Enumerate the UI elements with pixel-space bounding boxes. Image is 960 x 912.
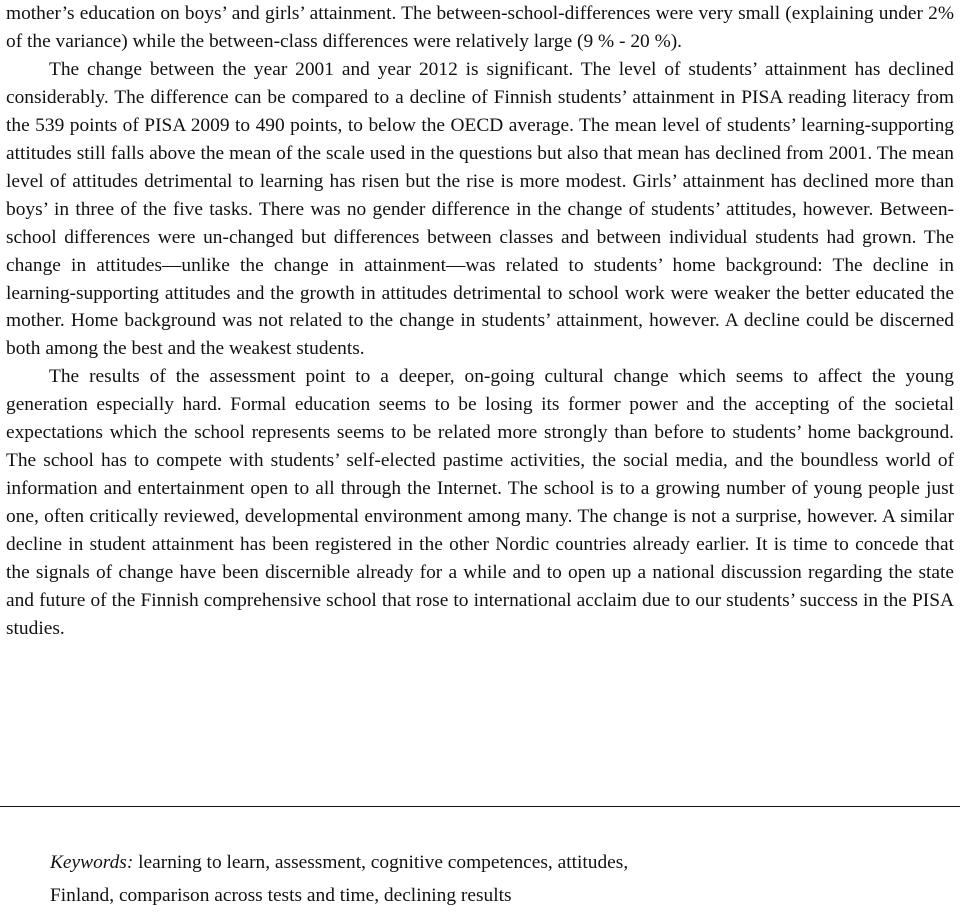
keywords-block [50,846,930,912]
keywords-line-1 [50,846,930,879]
section-divider [0,806,960,807]
paragraph-change-2001-2012: The change between the year 2001 and year 2012 is significant. The level of students’ attainment has declined considerably. The difference can be compared to a decline of Finnish students’ attainment in PISA reading literacy from the 539 points of PISA 2009 to 490 points, to below the OECD average. The mean level of students’ learning-supporting attitudes still falls above the mean of the scale used in the questions but also that mean has declined from 2001. The mean level of attitudes detrimental to learning has risen but the rise is more modest. Girls’ attainment has declined more than boys’ in three of the five tasks. There was no gender difference in the change of students’ attitudes, however. Between-school differences were un-changed but differences between classes and between individual students had grown. The change in attitudes—unlike the change in attainment—was related to students’ home background: The decline in learning-supporting attitudes and the growth in attitudes detrimental to school work were weaker the better educated the mother. Home background was not related to the change in students’ attainment, however. A decline could be discerned both among the best and the weakest students. [6,58,954,360]
keywords-line-2: Finland, comparison across tests and time, declining results [50,885,512,906]
keywords-text-1: learning to learn, assessment, cognitive competences, attitudes, [138,852,629,873]
paragraph-cultural-change: The results of the assessment point to a deeper, on-going cultural change which seems to affect the young generation especially hard. Formal education seems to be losing its former power and the accepting of the societal expectations which the school represents seems to be related more strongly than before to students’ home background. The school has to compete with students’ self-elected pastime activities, the social media, and the boundless world of information and entertainment open to all through the Internet. The school is to a growing number of young people just one, often critically reviewed, developmental environment among many. The change is not a surprise, however. A similar decline in student attainment has been registered in the other Nordic countries already earlier. It is time to concede that the signals of change have been discernible already for a while and to open up a national discussion regarding the state and future of the Finnish comprehensive school that rose to international acclaim due to our students’ success in the PISA studies. [6,366,954,639]
text-column [6,0,954,643]
keywords-label: Keywords: [50,852,134,873]
paragraph-continuation: mother’s education on boys’ and girls’ attainment. The between-school-differences were very small (explaining under 2% of the variance) while the between-class differences were relatively large (9 % - 20 %). [6,3,954,52]
